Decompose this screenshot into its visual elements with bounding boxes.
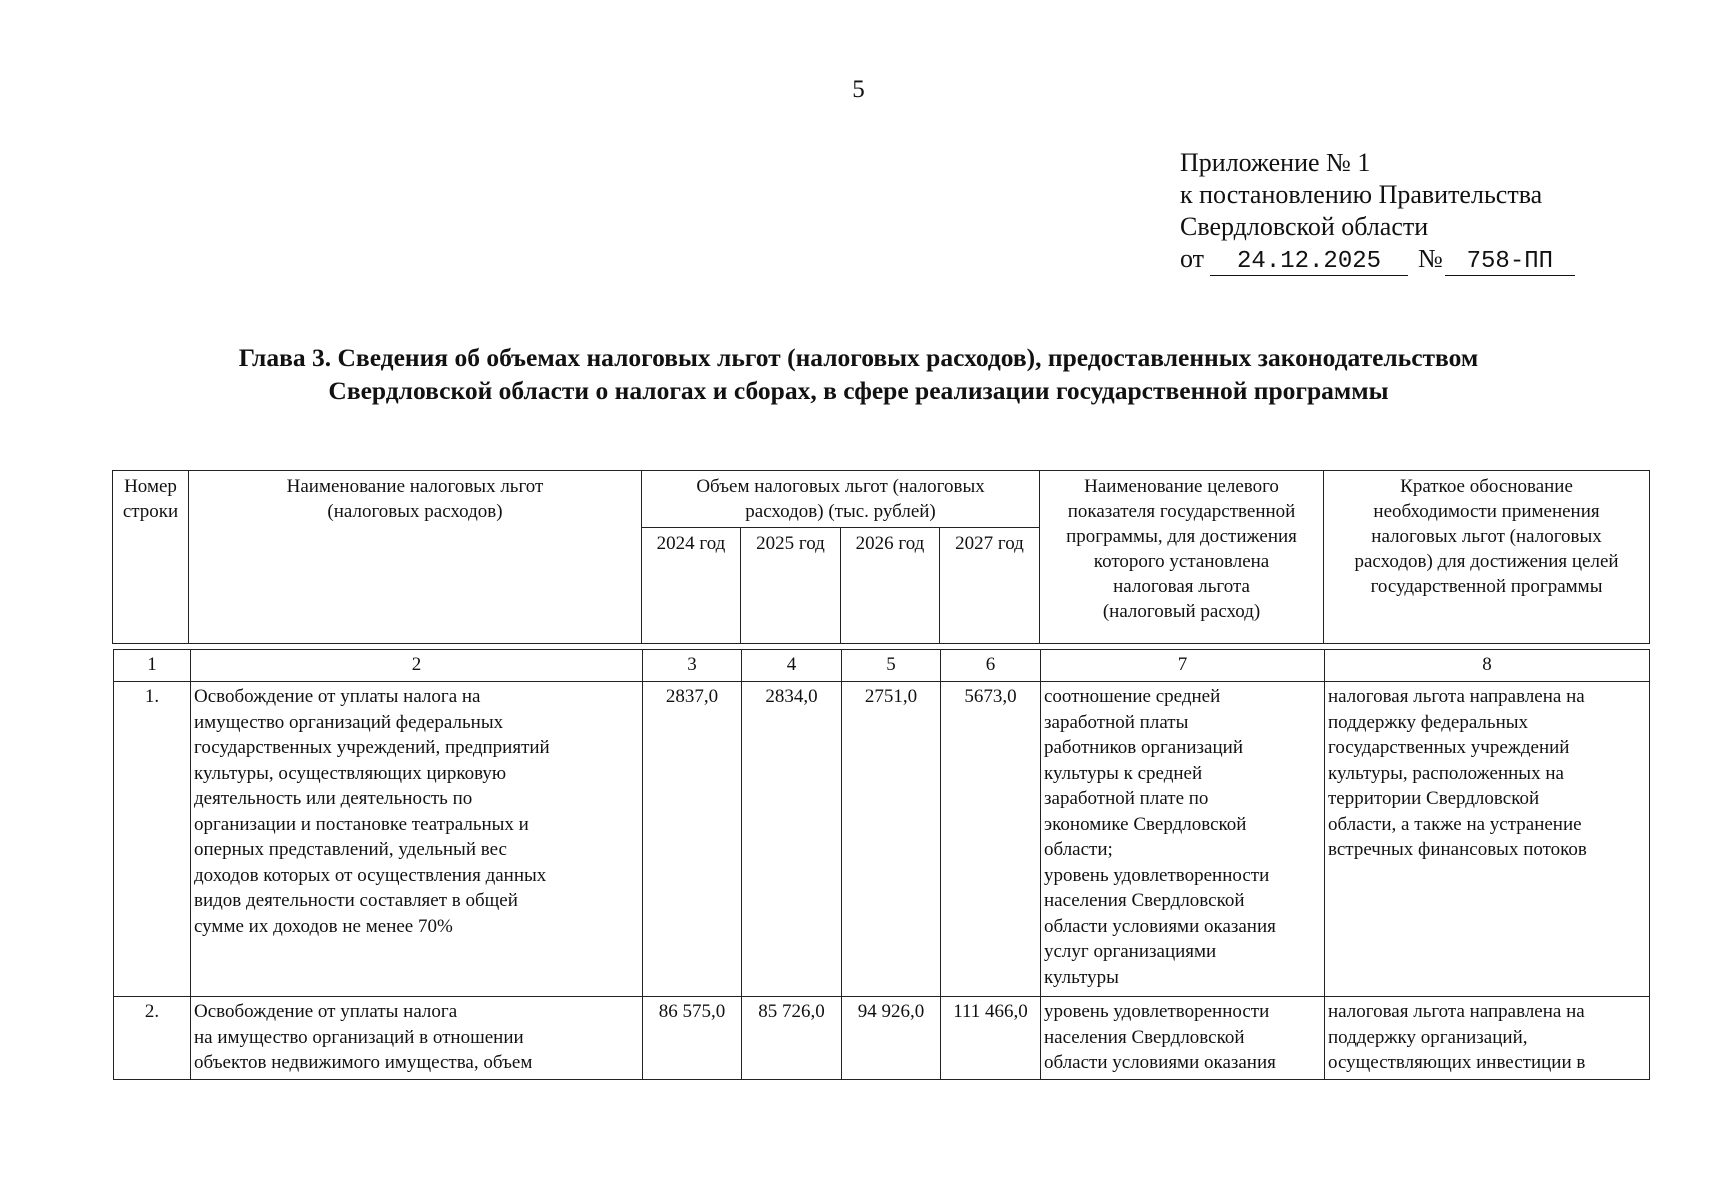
appendix-date-line (1180, 243, 1575, 276)
benefit-name: Освобождение от уплаты налога на имущество организаций в отношении объектов недвижимого имущества, объем (191, 997, 643, 1080)
number-label: № (1418, 244, 1443, 273)
target-indicator: уровень удовлетворенности населения Свердловской области условиями оказания (1041, 997, 1325, 1080)
appendix-line-2: к постановлению Правительства (1180, 180, 1543, 209)
header-volume: Объем налоговых льгот (налоговых расходов) (тыс. рублей) (642, 471, 1040, 528)
header-justification: Краткое обоснование необходимости применения налоговых льгот (налоговых расходов) для достижения целей государственной программы (1324, 471, 1650, 644)
appendix-line-3: Свердловской области (1180, 212, 1429, 241)
justification: налоговая льгота направлена на поддержку организаций, осуществляющих инвестиции в (1325, 997, 1650, 1080)
value-2027: 5673,0 (941, 682, 1041, 997)
heading-line-1: Глава 3. Сведения об объемах налоговых льгот (налоговых расходов), предоставленных законодательством (238, 343, 1479, 372)
value-2026: 94 926,0 (842, 997, 941, 1080)
header-year-2024: 2024 год (642, 528, 741, 644)
column-number: 7 (1041, 650, 1325, 682)
column-number: 2 (191, 650, 643, 682)
decree-date: 24.12.2025 (1210, 249, 1408, 276)
column-number-row (114, 650, 1650, 682)
column-number: 5 (842, 650, 941, 682)
appendix-block (1180, 147, 1575, 276)
value-2025: 85 726,0 (742, 997, 842, 1080)
row-number: 2. (114, 997, 191, 1080)
header-benefit-name: Наименование налоговых льгот (налоговых расходов) (189, 471, 642, 644)
column-number: 4 (742, 650, 842, 682)
column-number: 6 (941, 650, 1041, 682)
header-target-indicator: Наименование целевого показателя государственной программы, для достижения которого установлена налоговая льгота (налоговый расход) (1040, 471, 1324, 644)
header-year-2026: 2026 год (841, 528, 940, 644)
table-row (114, 997, 1650, 1080)
table-header (112, 470, 1650, 644)
benefits-table (113, 649, 1650, 1080)
row-number: 1. (114, 682, 191, 997)
value-2025: 2834,0 (742, 682, 842, 997)
target-indicator: соотношение средней заработной платы работников организаций культуры к средней заработной плате по экономике Свердловской области; уровень удовлетворенности населения Свердловской области условиями оказания услуг организациями культуры (1041, 682, 1325, 997)
justification: налоговая льгота направлена на поддержку федеральных государственных учреждений культуры, расположенных на территории Свердловской области, а также на устранение встречных финансовых потоков (1325, 682, 1650, 997)
header-year-2027: 2027 год (940, 528, 1040, 644)
heading-line-2: Свердловской области о налогах и сборах, в сфере реализации государственной программы (328, 376, 1389, 405)
decree-number: 758-ПП (1445, 249, 1575, 276)
appendix-line-1: Приложение № 1 (1180, 148, 1371, 177)
chapter-heading (0, 341, 1717, 407)
value-2024: 86 575,0 (643, 997, 742, 1080)
header-row-number: Номер строки (113, 471, 189, 644)
column-number: 8 (1325, 650, 1650, 682)
from-label: от (1180, 244, 1205, 273)
table-row (114, 682, 1650, 997)
header-year-2025: 2025 год (741, 528, 841, 644)
column-number: 1 (114, 650, 191, 682)
benefit-name: Освобождение от уплаты налога на имущество организаций федеральных государственных учреждений, предприятий культуры, осуществляющих цирковую деятельность или деятельность по организации и постановке театральных и оперных представлений, удельный вес доходов которых от осуществления данных видов деятельности составляет в общей сумме их доходов не менее 70% (191, 682, 643, 997)
value-2027: 111 466,0 (941, 997, 1041, 1080)
value-2024: 2837,0 (643, 682, 742, 997)
value-2026: 2751,0 (842, 682, 941, 997)
page-number: 5 (852, 76, 865, 103)
column-number: 3 (643, 650, 742, 682)
